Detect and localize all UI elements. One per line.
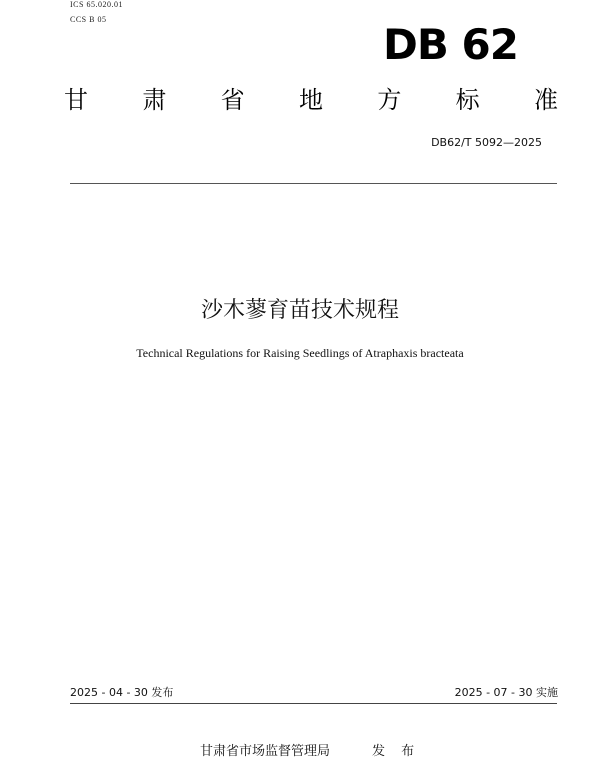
document-title-cn: 沙木蓼育苗技术规程 <box>200 298 399 323</box>
db-logo: DB 62 <box>383 20 518 69</box>
document-title-en: Technical Regulations for Raising Seedlings of Atraphaxis bracteata <box>136 346 464 360</box>
implementation-date: 2025 - 07 - 30 实施 <box>454 686 558 699</box>
issuer-name: 甘肃省市场监督管理局 <box>200 744 331 759</box>
bottom-divider <box>70 703 557 704</box>
ics-code: ICS 65.020.01 <box>70 0 123 9</box>
standard-number: DB62/T 5092—2025 <box>431 136 542 149</box>
standard-type-char: 省 <box>220 86 245 114</box>
standard-type-char: 方 <box>377 86 402 114</box>
standard-type-heading <box>64 84 558 116</box>
issue-date: 2025 - 04 - 30 发布 <box>70 686 174 699</box>
ccs-code: CCS B 05 <box>70 15 107 24</box>
standard-type-char: 标 <box>455 86 480 114</box>
standard-type-char: 地 <box>298 86 323 114</box>
standard-type-char: 准 <box>533 86 558 114</box>
issue-label: 发 布 <box>372 744 421 759</box>
standard-type-char: 肃 <box>142 86 167 114</box>
standard-type-char: 甘 <box>64 86 88 114</box>
top-divider <box>70 183 557 184</box>
